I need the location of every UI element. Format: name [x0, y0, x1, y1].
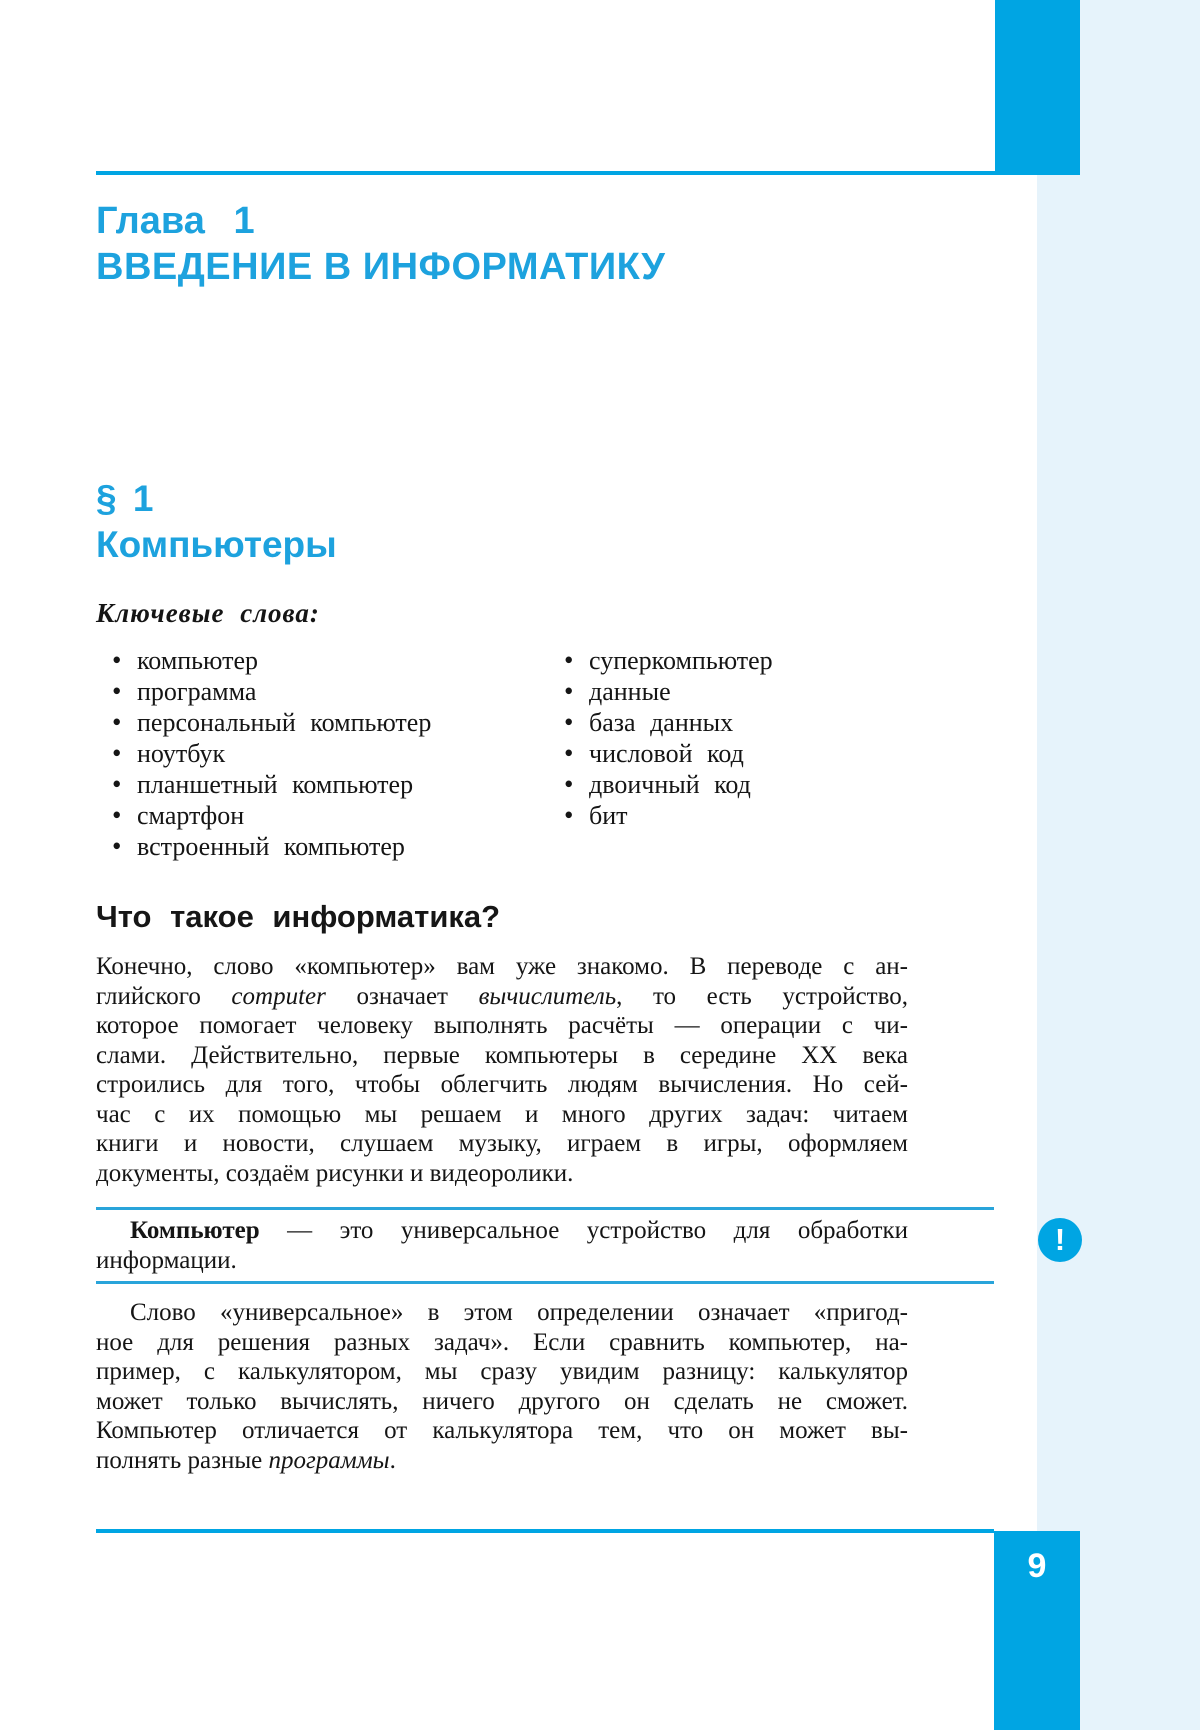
bullet-icon: • — [112, 707, 122, 737]
bullet-icon: • — [112, 831, 122, 861]
bullet-icon: • — [564, 738, 574, 768]
bullet-icon: • — [112, 676, 122, 706]
text-line: документы, создаём рисунки и видеоролики. — [96, 1159, 574, 1187]
bullet-icon: • — [564, 800, 574, 830]
text-line: Конечно, слово «компьютер» вам уже знакомо. В переводе с ан- — [96, 953, 908, 980]
page-number-tab — [994, 1531, 1080, 1730]
keyword-item — [564, 738, 773, 769]
keywords-column-right — [564, 645, 773, 831]
section-title: Компьютеры — [96, 524, 337, 565]
keyword-label: двоичный код — [589, 770, 751, 799]
text-line: которое помогает человеку выполнять расчёты — операции с чи- — [96, 1012, 908, 1039]
keywords-column-left — [112, 645, 431, 862]
keyword-item — [564, 769, 773, 800]
text-line: полнять разные программы. — [96, 1446, 396, 1474]
keyword-label: компьютер — [137, 646, 259, 675]
section-heading — [96, 476, 337, 568]
text-line: книги и новости, слушаем музыку, играем в игры, оформляем — [96, 1130, 908, 1157]
keyword-label: планшетный компьютер — [137, 770, 414, 799]
text-line: Компьютер — это универсальное устройство для обработки — [130, 1217, 908, 1244]
keyword-item — [564, 800, 773, 831]
bullet-icon: • — [112, 645, 122, 675]
bullet-icon: • — [564, 645, 574, 675]
text-line: пример, с калькулятором, мы сразу увидим разницу: калькулятор — [96, 1358, 908, 1385]
bullet-icon: • — [112, 769, 122, 799]
page-number: 9 — [1027, 1547, 1047, 1585]
bullet-icon: • — [112, 800, 122, 830]
keyword-item — [564, 645, 773, 676]
text-line: информации. — [96, 1247, 237, 1274]
text-line: строились для того, чтобы облегчить людям вычисления. Но сей- — [96, 1071, 908, 1098]
bullet-icon: • — [564, 707, 574, 737]
chapter-label: Глава 1 — [96, 200, 255, 242]
keyword-label: суперкомпьютер — [589, 646, 773, 675]
keyword-label: данные — [589, 677, 671, 706]
bullet-icon: • — [564, 769, 574, 799]
keyword-item — [112, 645, 431, 676]
definition-rule-bottom — [96, 1281, 994, 1284]
keyword-item — [112, 676, 431, 707]
body-paragraph-1 — [96, 952, 908, 1188]
text-line: слами. Действительно, первые компьютеры в середине XX века — [96, 1041, 908, 1069]
keyword-label: персональный компьютер — [137, 708, 432, 737]
keyword-item — [564, 707, 773, 738]
keyword-item — [112, 800, 431, 831]
keyword-label: числовой код — [589, 739, 744, 768]
body-paragraph-2 — [96, 1298, 908, 1475]
text-line: час с их помощью мы решаем и много других задач: читаем — [96, 1100, 908, 1128]
keyword-item — [112, 738, 431, 769]
text-line: глийского computer означает вычислитель, то есть устройство, — [96, 982, 908, 1010]
keyword-label: база данных — [589, 708, 734, 737]
top-rule — [96, 171, 995, 175]
keyword-label: бит — [589, 801, 628, 830]
sidebar-strip — [1037, 0, 1200, 1730]
section-label: § 1 — [96, 478, 154, 519]
keyword-label: смартфон — [137, 801, 245, 830]
keyword-label: программа — [137, 677, 257, 706]
keyword-item — [112, 707, 431, 738]
chapter-heading — [96, 198, 665, 290]
alert-icon: ! — [1038, 1218, 1082, 1262]
definition-text — [96, 1216, 908, 1276]
subsection-heading: Что такое информатика? — [96, 899, 501, 934]
text-line: Слово «универсальное» в этом определении означает «пригод- — [130, 1299, 908, 1326]
chapter-title: ВВЕДЕНИЕ В ИНФОРМАТИКУ — [96, 246, 666, 288]
bullet-icon: • — [564, 676, 574, 706]
keywords-heading: Ключевые слова: — [96, 598, 320, 628]
text-line: может только вычислять, ничего другого он сделать не сможет. — [96, 1387, 908, 1415]
definition-rule-top — [96, 1207, 994, 1210]
text-line: ное для решения разных задач». Если сравнить компьютер, на- — [96, 1328, 908, 1356]
keyword-label: ноутбук — [137, 739, 226, 768]
keyword-label: встроенный компьютер — [137, 832, 405, 861]
text-line: Компьютер отличается от калькулятора тем, что он может вы- — [96, 1417, 908, 1444]
bottom-rule — [96, 1529, 994, 1533]
bullet-icon: • — [112, 738, 122, 768]
chapter-tab-top — [995, 0, 1080, 175]
keyword-item — [564, 676, 773, 707]
keyword-item — [112, 831, 431, 862]
keyword-item — [112, 769, 431, 800]
